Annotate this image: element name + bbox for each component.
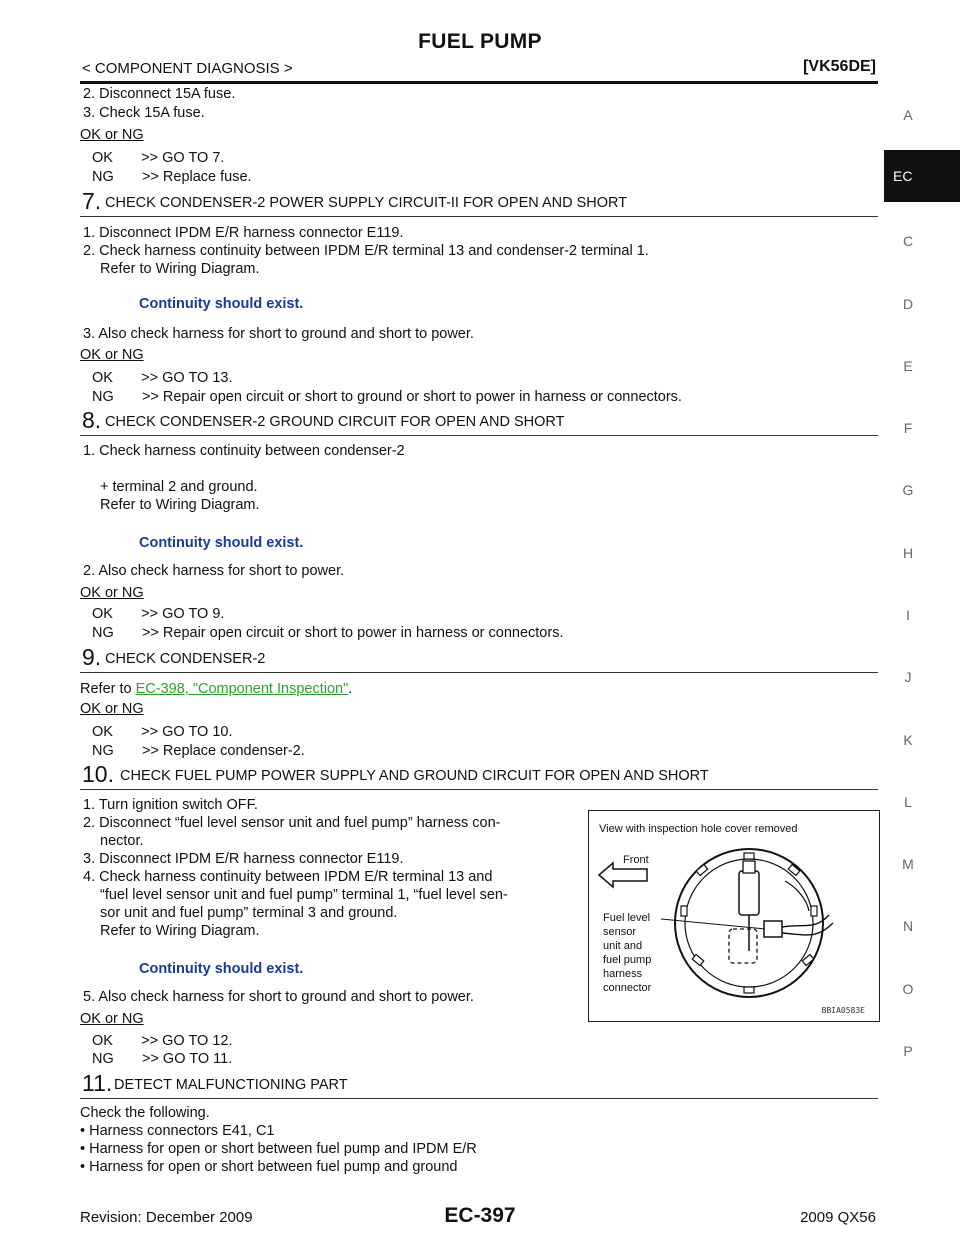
side-tab-d[interactable]: D: [902, 296, 914, 312]
step-text: 3. Disconnect IPDM E/R harness connector E119.: [83, 851, 404, 867]
ng-result: NG >> Replace fuse.: [92, 169, 252, 185]
side-tab-a[interactable]: A: [903, 107, 913, 123]
side-tab-e[interactable]: E: [903, 358, 913, 374]
figure-part-line: connector: [603, 982, 652, 994]
ok-ng-heading: OK or NG: [80, 585, 144, 601]
step-header-11: [80, 1070, 878, 1099]
figure-part-line: fuel pump: [603, 954, 652, 966]
figure-front-label: Front: [623, 854, 649, 866]
side-tab-n[interactable]: N: [902, 918, 914, 934]
bullet-item: • Harness connectors E41, C1: [80, 1123, 275, 1139]
side-tab-l[interactable]: L: [904, 794, 912, 810]
side-tab-h[interactable]: H: [902, 545, 914, 561]
step-number: 9.: [82, 644, 102, 670]
step-text: Refer to Wiring Diagram.: [100, 923, 260, 939]
sensor-body: [739, 871, 759, 915]
step-title: DETECT MALFUNCTIONING PART: [114, 1077, 348, 1093]
side-tab-ec-active[interactable]: [884, 150, 960, 202]
ok-result: OK >> GO TO 12.: [92, 1033, 233, 1049]
ok-ng-heading: OK or NG: [80, 347, 144, 363]
side-tab-f[interactable]: F: [903, 420, 913, 436]
refer-period: .: [348, 681, 353, 697]
ng-result: NG >> GO TO 11.: [92, 1051, 233, 1067]
spec-continuity: Continuity should exist.: [139, 961, 304, 977]
fuel-tank-diagram: [589, 811, 879, 1021]
step-number: 7.: [82, 188, 102, 214]
side-tab-k[interactable]: K: [903, 732, 913, 748]
bullet-item: • Harness for open or short between fuel pump and IPDM E/R: [80, 1141, 477, 1157]
step-text: 2. Disconnect “fuel level sensor unit and fuel pump” harness con-: [83, 815, 501, 831]
step-text: + terminal 2 and ground.: [100, 479, 258, 495]
step-text: 3. Also check harness for short to ground and short to power.: [83, 326, 474, 342]
step-header-7: [80, 188, 878, 217]
ok-result: OK >> GO TO 9.: [92, 606, 225, 622]
ng-result: NG >> Repair open circuit or short to ground or short to power in harness or connectors.: [92, 389, 682, 405]
refer-text: Refer to: [80, 681, 136, 697]
step-title: CHECK CONDENSER-2 GROUND CIRCUIT FOR OPEN AND SHORT: [105, 414, 565, 430]
ok-ng-heading: OK or NG: [80, 1011, 144, 1027]
step-text: nector.: [100, 833, 144, 849]
engine-code: [VK56DE]: [803, 58, 876, 75]
side-tab-i[interactable]: I: [906, 607, 910, 623]
side-tab-m[interactable]: M: [902, 856, 914, 872]
component-inspection-link[interactable]: EC-398, "Component Inspection": [135, 681, 349, 697]
fuel-pump-connector-figure: [588, 810, 880, 1022]
figure-part-line: sensor: [603, 926, 637, 938]
ok-result: OK >> GO TO 13.: [92, 370, 233, 386]
refer-line: [80, 681, 352, 697]
step-text: 1. Disconnect IPDM E/R harness connector E119.: [83, 225, 404, 241]
step-text: 2. Also check harness for short to power.: [83, 563, 345, 579]
step-text: “fuel level sensor unit and fuel pump” terminal 1, “fuel level sen-: [100, 887, 508, 903]
side-tab-o[interactable]: O: [902, 981, 914, 997]
step-text: 2. Check harness continuity between IPDM E/R terminal 13 and condenser-2 terminal 1.: [83, 243, 649, 259]
page-number: EC-397: [444, 1204, 516, 1227]
ok-ng-heading: OK or NG: [80, 701, 144, 717]
ng-result: NG >> Repair open circuit or short to power in harness or connectors.: [92, 625, 564, 641]
step-text: Refer to Wiring Diagram.: [100, 261, 260, 277]
figure-part-line: harness: [603, 968, 643, 980]
footer-revision: Revision: December 2009: [80, 1209, 253, 1226]
side-tab-p[interactable]: P: [903, 1043, 913, 1059]
header-rule: [80, 81, 878, 84]
sensor-top: [743, 861, 755, 873]
step-text: 3. Check 15A fuse.: [83, 105, 205, 121]
section-path: < COMPONENT DIAGNOSIS >: [82, 60, 293, 77]
step-number: 10.: [82, 761, 114, 787]
step-text: 1. Check harness continuity between condenser-2: [83, 443, 405, 459]
ok-ng-heading: OK or NG: [80, 127, 144, 143]
step-header-10: [80, 761, 878, 790]
step-title: CHECK CONDENSER-2 POWER SUPPLY CIRCUIT-II FOR OPEN AND SHORT: [105, 195, 628, 211]
figure-caption: View with inspection hole cover removed: [599, 823, 798, 835]
pump-body: [729, 929, 757, 963]
footer-model: 2009 QX56: [800, 1209, 876, 1226]
step-text: 5. Also check harness for short to ground and short to power.: [83, 989, 474, 1005]
side-tab-j[interactable]: J: [904, 669, 912, 685]
step-header-9: [80, 644, 878, 673]
step-number: 8.: [82, 407, 102, 433]
ok-result: OK >> GO TO 10.: [92, 724, 233, 740]
step-text: Refer to Wiring Diagram.: [100, 497, 260, 513]
step-text: 1. Turn ignition switch OFF.: [83, 797, 258, 813]
step-text: 2. Disconnect 15A fuse.: [83, 86, 236, 102]
step-title: CHECK CONDENSER-2: [105, 651, 266, 667]
step-text: sor unit and fuel pump” terminal 3 and ground.: [100, 905, 398, 921]
step-title: CHECK FUEL PUMP POWER SUPPLY AND GROUND CIRCUIT FOR OPEN AND SHORT: [120, 768, 709, 784]
step-number: 11.: [82, 1070, 113, 1096]
side-tab-c[interactable]: C: [902, 233, 914, 249]
page-title: FUEL PUMP: [418, 30, 542, 53]
step-text: 4. Check harness continuity between IPDM E/R terminal 13 and: [83, 869, 493, 885]
spec-continuity: Continuity should exist.: [139, 535, 304, 551]
figure-code: BBIA0583E: [821, 1006, 865, 1015]
front-arrow-icon: [599, 863, 647, 887]
connector-body: [764, 921, 782, 937]
spec-continuity: Continuity should exist.: [139, 296, 304, 312]
bullet-item: • Harness for open or short between fuel pump and ground: [80, 1159, 458, 1175]
ok-result: OK >> GO TO 7.: [92, 150, 225, 166]
ng-result: NG >> Replace condenser-2.: [92, 743, 305, 759]
figure-part-line: Fuel level: [603, 912, 651, 924]
step-text: Check the following.: [80, 1105, 210, 1121]
figure-part-line: unit and: [603, 940, 643, 952]
side-tab-g[interactable]: G: [902, 482, 914, 498]
step-header-8: [80, 407, 878, 436]
side-tab-ec-label: EC: [893, 168, 913, 184]
